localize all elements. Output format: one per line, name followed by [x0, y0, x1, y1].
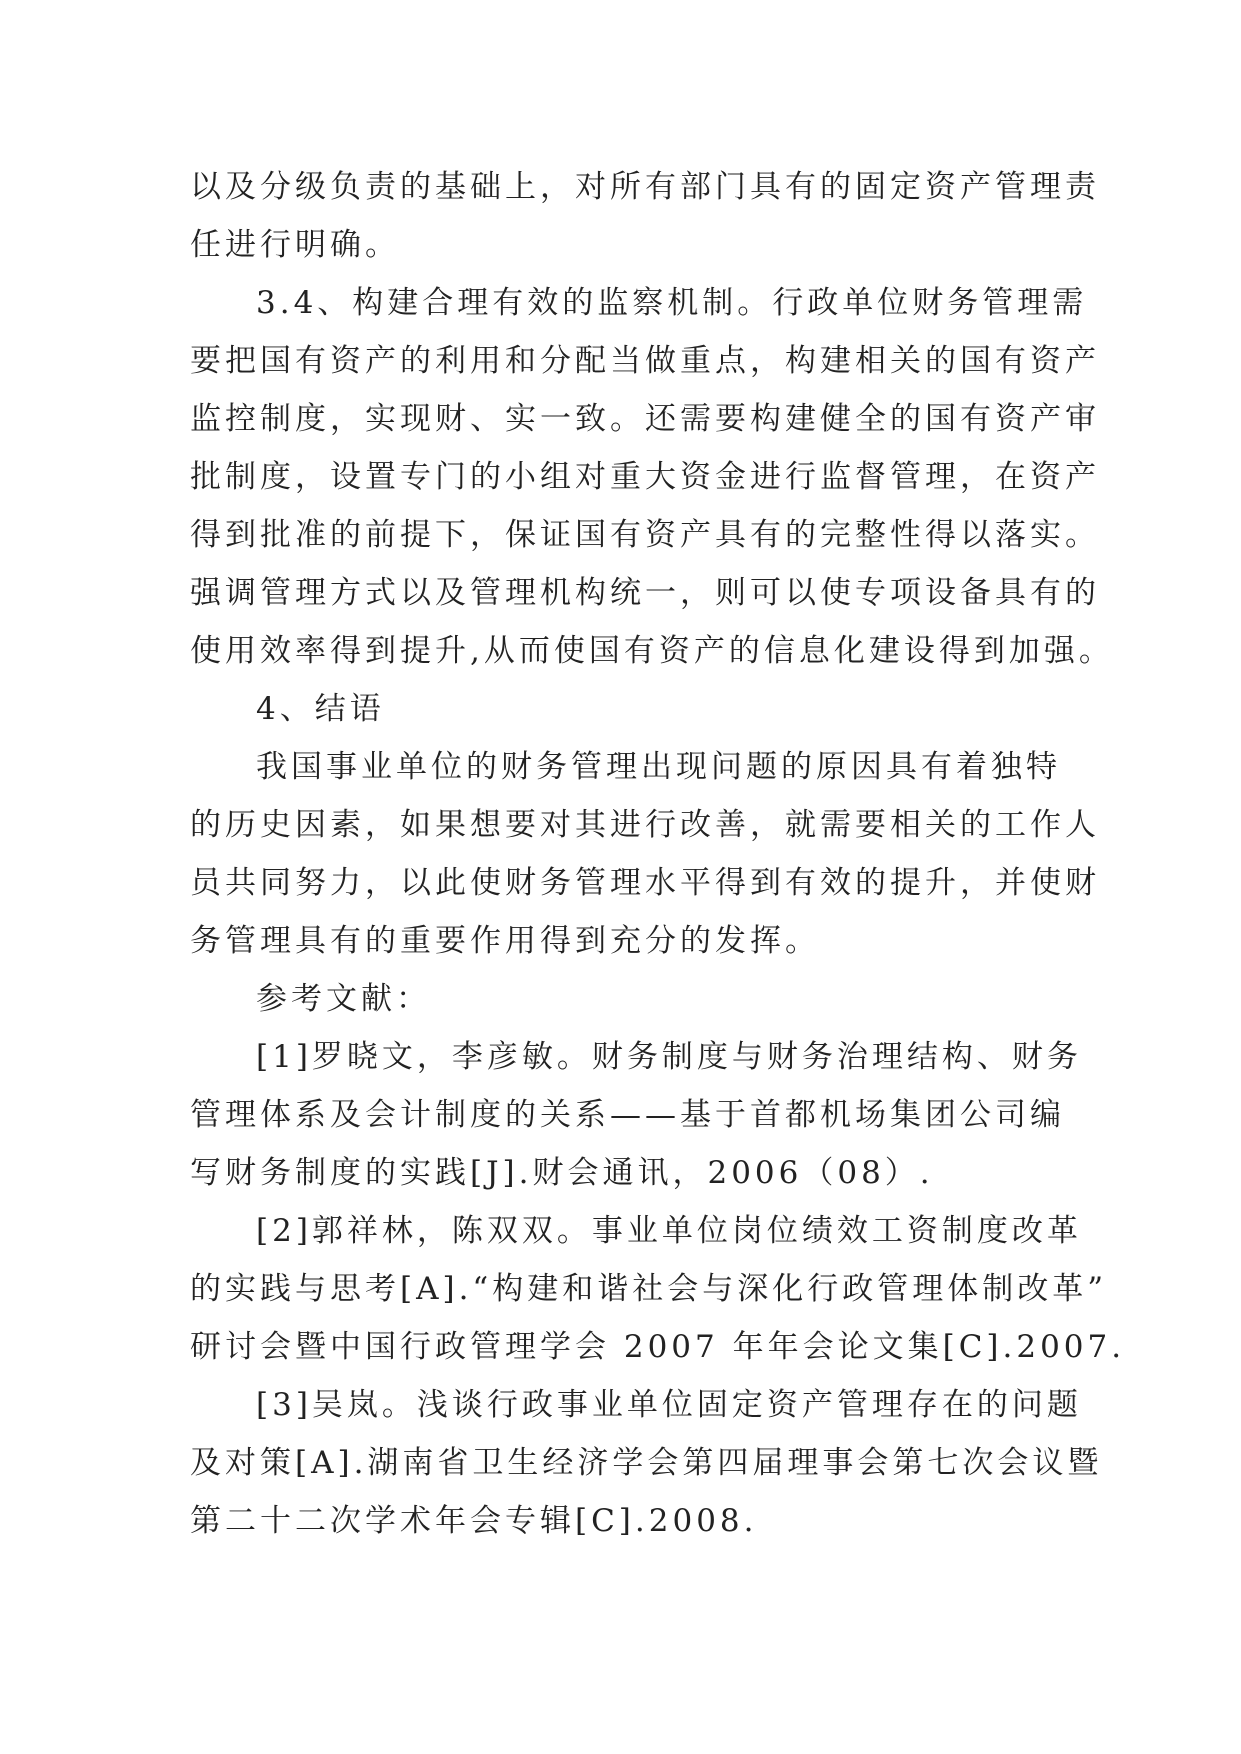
section-heading-conclusion [190, 680, 1070, 738]
text-line: 我国事业单位的财务管理出现问题的原因具有着独特 [256, 749, 1061, 785]
text-line: 得到批准的前提下，保证国有资产具有的完整性得以落实。 [190, 517, 1100, 553]
text-line: 强调管理方式以及管理机构统一，则可以使专项设备具有的 [190, 575, 1100, 611]
paragraph-asset-responsibility [190, 158, 1100, 274]
text-line: 及对策[A].湖南省卫生经济学会第四届理事会第七次会议暨 [190, 1445, 1103, 1481]
text-line: [2]郭祥林，陈双双。事业单位岗位绩效工资制度改革 [256, 1213, 1082, 1249]
reference-item-3 [190, 1376, 1103, 1550]
text-line: 第二十二次学术年会专辑[C].2008. [190, 1503, 758, 1539]
text-line: [3]吴岚。浅谈行政事业单位固定资产管理存在的问题 [256, 1387, 1082, 1423]
heading-text: 4、结语 [256, 691, 385, 727]
text-line: 的历史因素，如果想要对其进行改善，就需要相关的工作人 [190, 807, 1100, 843]
text-line: 写财务制度的实践[J].财会通讯，2006（08）. [190, 1155, 934, 1191]
text-line: 管理体系及会计制度的关系——基于首都机场集团公司编 [190, 1097, 1065, 1133]
text-line: 以及分级负责的基础上，对所有部门具有的固定资产管理责 [190, 169, 1100, 205]
text-line: 研讨会暨中国行政管理学会 2007 年年会论文集[C].2007. [190, 1329, 1126, 1365]
heading-text: 参考文献： [256, 981, 431, 1017]
document-body [190, 158, 1126, 1550]
text-line: 务管理具有的重要作用得到充分的发挥。 [190, 923, 820, 959]
reference-item-2 [190, 1202, 1126, 1376]
text-line: 员共同努力，以此使财务管理水平得到有效的提升，并使财 [190, 865, 1100, 901]
text-line: 批制度，设置专门的小组对重大资金进行监督管理，在资产 [190, 459, 1100, 495]
paragraph-supervision-mechanism [190, 274, 1114, 680]
text-line: 的实践与思考[A].“构建和谐社会与深化行政管理体制改革” [190, 1271, 1108, 1307]
text-line: 监控制度，实现财、实一致。还需要构建健全的国有资产审 [190, 401, 1100, 437]
references-heading [190, 970, 1070, 1028]
text-line: [1]罗晓文，李彦敏。财务制度与财务治理结构、财务 [256, 1039, 1082, 1075]
text-line: 使用效率得到提升,从而使国有资产的信息化建设得到加强。 [190, 633, 1114, 669]
text-line: 要把国有资产的利用和分配当做重点，构建相关的国有资产 [190, 343, 1100, 379]
reference-item-1 [190, 1028, 1082, 1202]
paragraph-conclusion [190, 738, 1100, 970]
text-line: 任进行明确。 [190, 227, 400, 263]
text-line: 3.4、构建合理有效的监察机制。行政单位财务管理需 [256, 285, 1088, 321]
